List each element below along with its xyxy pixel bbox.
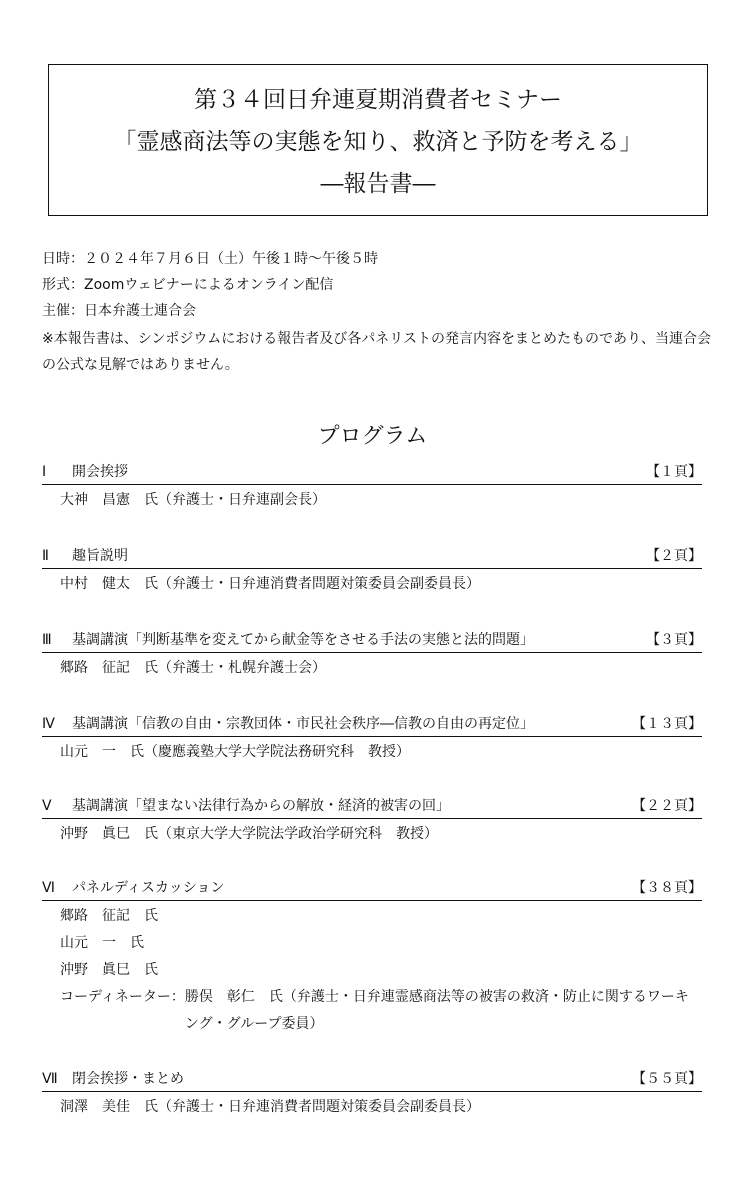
section-number: Ⅰ bbox=[42, 464, 47, 480]
program-heading: プログラム bbox=[317, 424, 428, 449]
section-number: Ⅲ bbox=[42, 632, 52, 648]
program-section bbox=[42, 545, 702, 598]
section-number: Ⅱ bbox=[42, 548, 49, 564]
speaker: 山元 一 氏（慶應義塾大学大学院法務研究科 教授） bbox=[60, 744, 410, 760]
section-header bbox=[42, 795, 702, 819]
program-section bbox=[42, 629, 702, 682]
section-header bbox=[42, 1068, 702, 1092]
section-header bbox=[42, 461, 702, 485]
disclaimer-note: ※本報告書は、シンポジウムにおける報告者及び各パネリストの発言内容をまとめたものであり、当連合会の公式な見解ではありません。 bbox=[42, 331, 711, 373]
speaker: 郷路 征記 氏（弁護士・札幌弁護士会） bbox=[60, 660, 326, 676]
speaker: 沖野 眞巳 氏（東京大学大学院法学政治学研究科 教授） bbox=[60, 826, 438, 842]
section-header bbox=[42, 545, 702, 569]
title-line-3: ―報告書― bbox=[320, 171, 436, 197]
program-section bbox=[42, 713, 702, 766]
page-reference: 【１３頁】 bbox=[632, 716, 702, 732]
coordinator-desc: 勝俣 彰仁 氏（弁護士・日弁連霊感商法等の被害の救済・防止に関するワーキング・グループ委員） bbox=[184, 989, 689, 1032]
section-title: 開会挨拶 bbox=[72, 464, 128, 480]
section-title: 基調講演「望まない法律行為からの解放・経済的被害の回」 bbox=[72, 798, 450, 814]
program-section bbox=[42, 1068, 702, 1121]
program-section bbox=[42, 795, 702, 848]
section-number: Ⅵ bbox=[42, 880, 55, 896]
title-box bbox=[48, 64, 708, 216]
meta-info bbox=[42, 246, 722, 378]
coordinator-role: コーディネーター： bbox=[60, 989, 185, 1005]
section-number: Ⅳ bbox=[42, 716, 55, 732]
section-title: 閉会挨拶・まとめ bbox=[72, 1071, 184, 1087]
section-title: 基調講演「信教の自由・宗教団体・市民社会秩序―信教の自由の再定位」 bbox=[72, 716, 534, 732]
section-header bbox=[42, 877, 702, 901]
page-reference: 【５５頁】 bbox=[632, 1071, 702, 1087]
format: 形式：Zoomウェビナーによるオンライン配信 bbox=[42, 277, 334, 293]
program-section bbox=[42, 461, 702, 514]
section-title: 趣旨説明 bbox=[72, 548, 128, 564]
speaker: 洞澤 美佳 氏（弁護士・日弁連消費者問題対策委員会副委員長） bbox=[60, 1099, 480, 1115]
panelist: 山元 一 氏 bbox=[60, 935, 144, 951]
title-line-1: 第３４回日弁連夏期消費者セミナー bbox=[194, 87, 562, 113]
section-number: Ⅶ bbox=[42, 1071, 58, 1087]
page-reference: 【２２頁】 bbox=[632, 798, 702, 814]
section-header bbox=[42, 629, 702, 653]
section-title: 基調講演「判断基準を変えてから献金等をさせる手法の実態と法的問題」 bbox=[72, 632, 534, 648]
speaker: 大神 昌憲 氏（弁護士・日弁連副会長） bbox=[60, 492, 326, 508]
coordinator bbox=[42, 984, 702, 1038]
section-title: パネルディスカッション bbox=[72, 880, 225, 896]
panelist: 郷路 征記 氏 bbox=[60, 908, 158, 924]
host: 主催：日本弁護士連合会 bbox=[42, 303, 196, 319]
speaker: 中村 健太 氏（弁護士・日弁連消費者問題対策委員会副委員長） bbox=[60, 576, 480, 592]
page-reference: 【１頁】 bbox=[646, 464, 702, 480]
panelist: 沖野 眞巳 氏 bbox=[60, 962, 158, 978]
program-section bbox=[42, 877, 702, 1038]
section-header bbox=[42, 713, 702, 737]
datetime: 日時：２０２４年７月６日（土）午後１時～午後５時 bbox=[42, 251, 378, 267]
section-number: Ⅴ bbox=[42, 798, 52, 814]
title-line-2: 「霊感商法等の実態を知り、救済と予防を考える」 bbox=[113, 129, 643, 155]
page-reference: 【３８頁】 bbox=[632, 880, 702, 896]
page-reference: 【３頁】 bbox=[646, 632, 702, 648]
page-reference: 【２頁】 bbox=[646, 548, 702, 564]
